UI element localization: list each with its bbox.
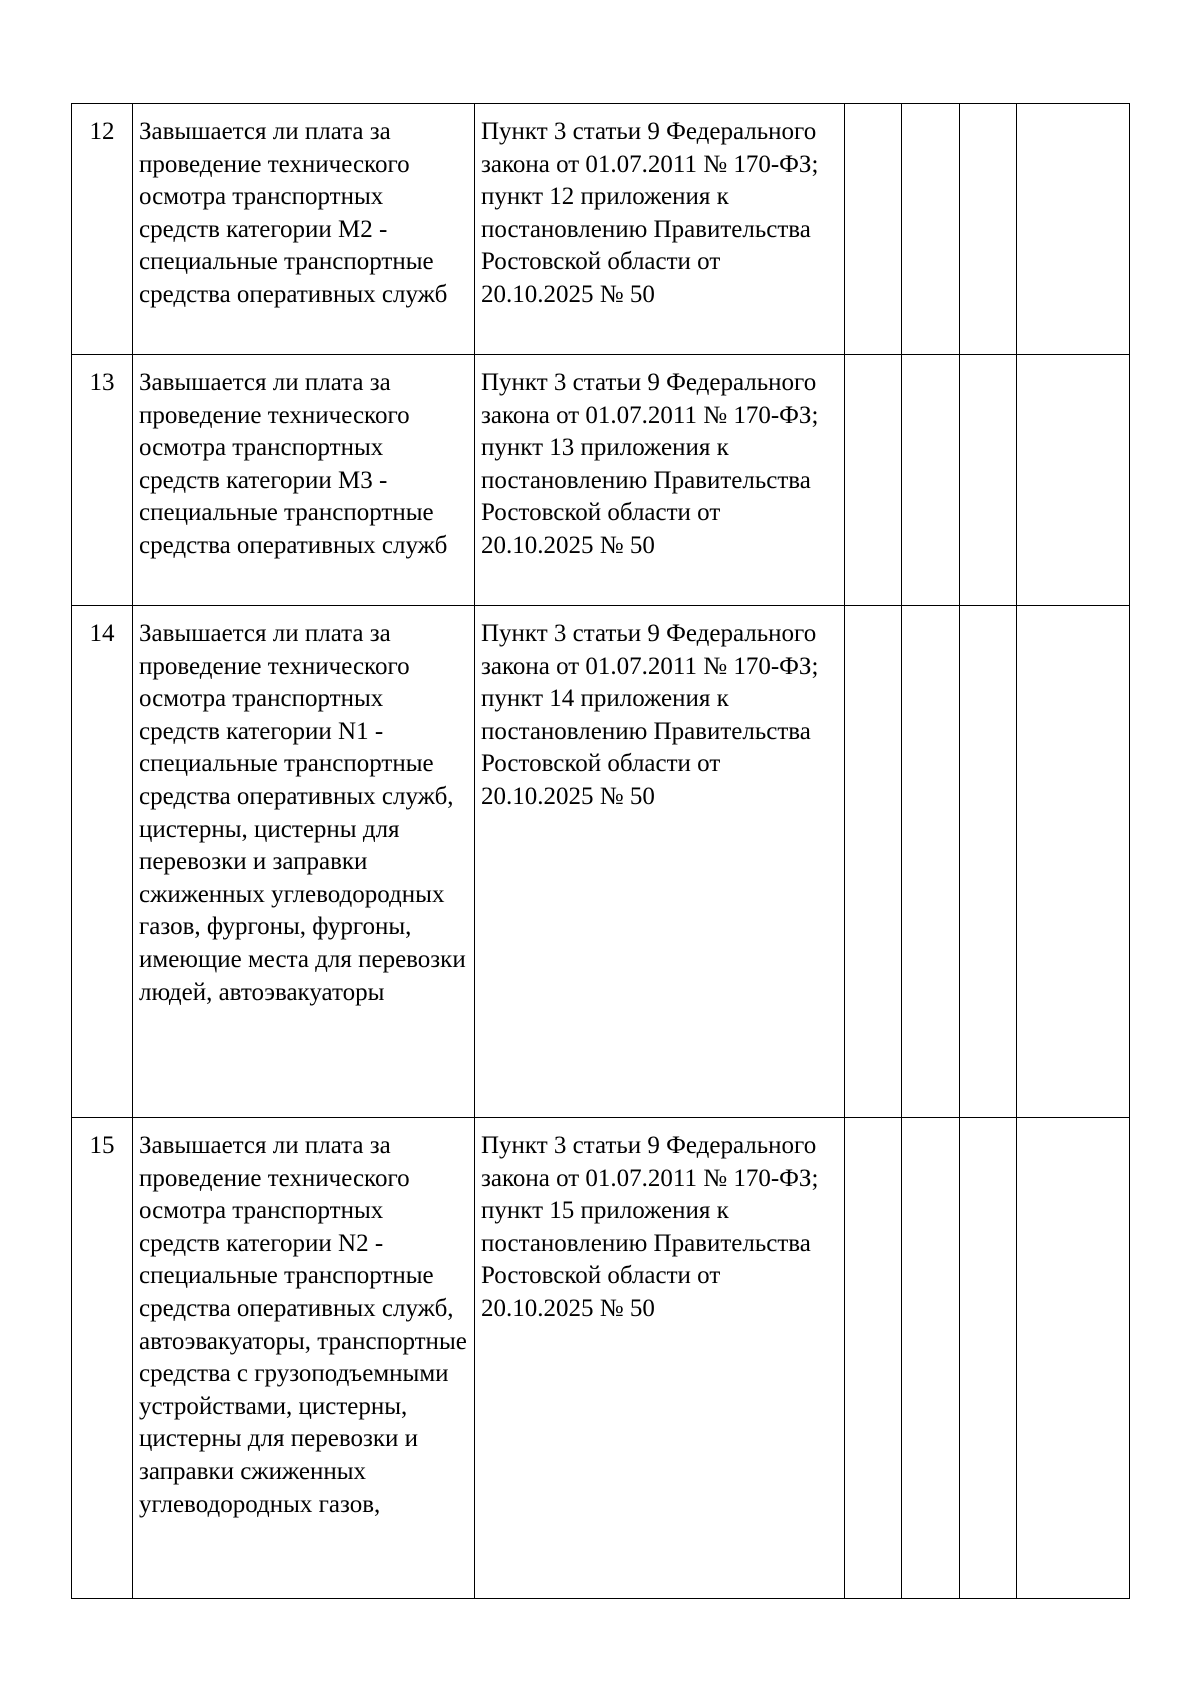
answer-no-cell	[902, 355, 960, 606]
answer-na-cell	[960, 355, 1017, 606]
question-cell: Завышается ли плата за проведение технического осмотра транспортных средств категории М3 - специальные транспортные средства оперативных служб	[133, 355, 475, 606]
answer-na-cell	[960, 606, 1017, 1118]
answer-yes-cell	[845, 104, 902, 355]
answer-yes-cell	[845, 1118, 902, 1599]
answer-no-cell	[902, 1118, 960, 1599]
reference-cell: Пункт 3 статьи 9 Федерального закона от 01.07.2011 № 170-ФЗ; пункт 14 приложения к постановлению Правительства Ростовской области от 20.10.2025 № 50	[475, 606, 845, 1118]
reference-cell: Пункт 3 статьи 9 Федерального закона от 01.07.2011 № 170-ФЗ; пункт 13 приложения к постановлению Правительства Ростовской области от 20.10.2025 № 50	[475, 355, 845, 606]
question-cell: Завышается ли плата за проведение технического осмотра транспортных средств категории N2 - специальные транспортные средства оперативных служб, автоэвакуаторы, транспортные средства с грузоподъемными устройствами, цистерны, цистерны для перевозки и заправки сжиженных углеводородных газов,	[133, 1118, 475, 1599]
table-row	[72, 355, 1130, 606]
answer-na-cell	[960, 1118, 1017, 1599]
question-cell: Завышается ли плата за проведение технического осмотра транспортных средств категории М2 - специальные транспортные средства оперативных служб	[133, 104, 475, 355]
reference-cell: Пункт 3 статьи 9 Федерального закона от 01.07.2011 № 170-ФЗ; пункт 12 приложения к постановлению Правительства Ростовской области от 20.10.2025 № 50	[475, 104, 845, 355]
answer-na-cell	[960, 104, 1017, 355]
answer-no-cell	[902, 104, 960, 355]
note-cell	[1017, 606, 1130, 1118]
answer-no-cell	[902, 606, 960, 1118]
row-number: 12	[72, 104, 133, 355]
row-number: 13	[72, 355, 133, 606]
table-row	[72, 104, 1130, 355]
answer-yes-cell	[845, 606, 902, 1118]
table-row	[72, 1118, 1130, 1599]
row-number: 15	[72, 1118, 133, 1599]
question-cell: Завышается ли плата за проведение технического осмотра транспортных средств категории N1 - специальные транспортные средства оперативных служб, цистерны, цистерны для перевозки и заправки сжиженных углеводородных газов, фургоны, фургоны, имеющие места для перевозки людей, автоэвакуаторы	[133, 606, 475, 1118]
note-cell	[1017, 355, 1130, 606]
answer-yes-cell	[845, 355, 902, 606]
note-cell	[1017, 1118, 1130, 1599]
row-number: 14	[72, 606, 133, 1118]
checklist-table	[71, 103, 1130, 1599]
note-cell	[1017, 104, 1130, 355]
table-row	[72, 606, 1130, 1118]
reference-cell: Пункт 3 статьи 9 Федерального закона от 01.07.2011 № 170-ФЗ; пункт 15 приложения к постановлению Правительства Ростовской области от 20.10.2025 № 50	[475, 1118, 845, 1599]
